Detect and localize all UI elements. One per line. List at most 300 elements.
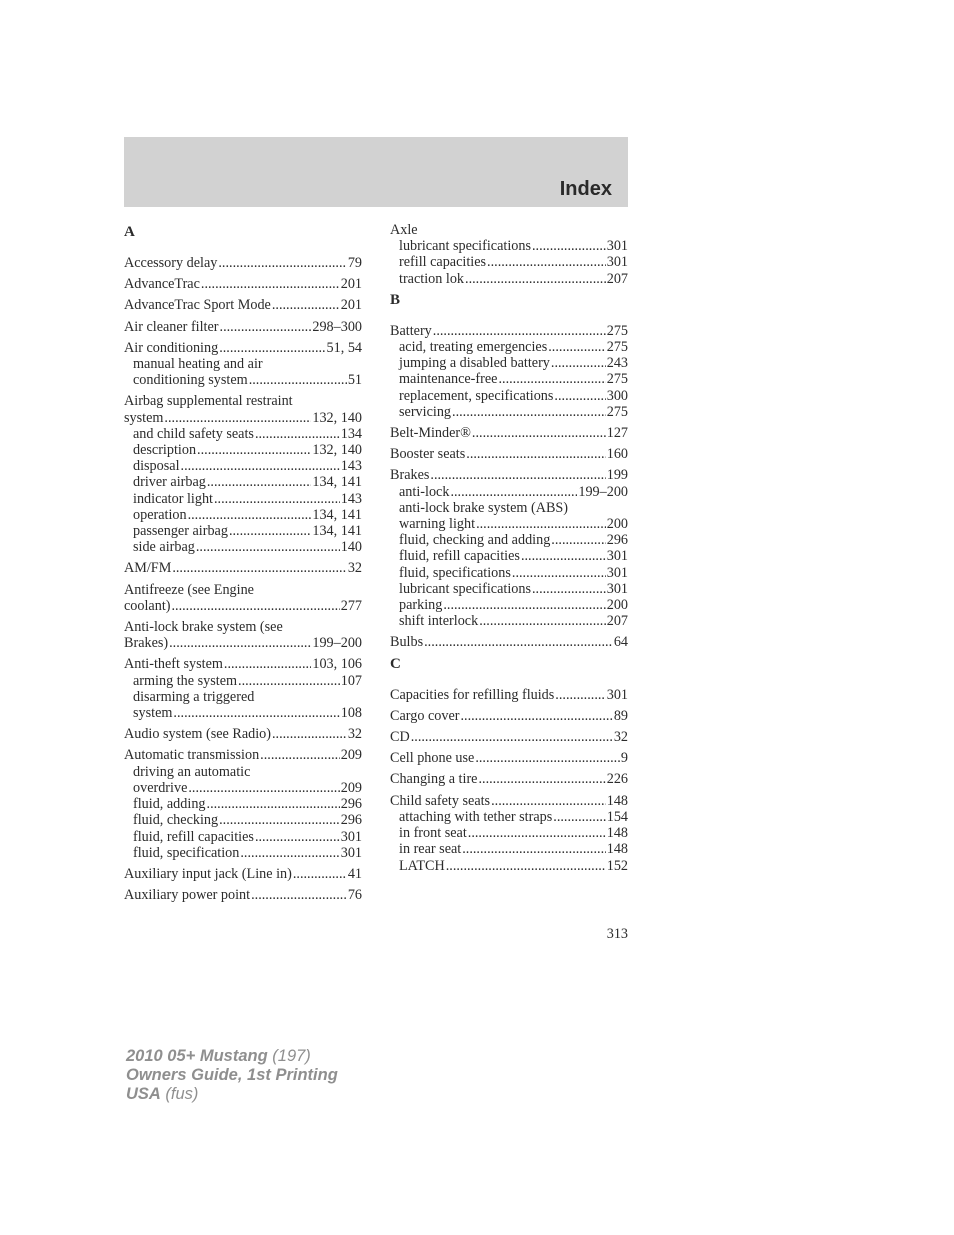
index-term [124, 560, 362, 576]
index-term-text: jumping a disabled battery [399, 355, 550, 372]
dot-leader [196, 539, 340, 555]
index-entry [124, 866, 362, 882]
page-number: 313 [606, 926, 628, 942]
index-term-text: CD [390, 729, 410, 746]
page-reference: 143 [340, 490, 362, 507]
index-subentry [390, 371, 628, 387]
dot-leader [553, 809, 605, 825]
dot-leader [466, 446, 605, 462]
index-term-text: Air cleaner filter [124, 318, 219, 335]
dot-leader [450, 484, 577, 500]
page-reference: 148 [606, 792, 628, 809]
page-reference: 132, 140 [312, 409, 362, 426]
dot-leader [293, 866, 347, 882]
index-term [124, 598, 362, 614]
page-reference: 201 [340, 276, 362, 293]
index-term-text: driving an automatic [133, 763, 251, 780]
page-reference: 296 [340, 812, 362, 829]
index-term-text: fluid, specifications [399, 564, 511, 581]
index-term-text: disarming a triggered [133, 688, 255, 705]
index-term-text: acid, treating emergencies [399, 339, 548, 356]
page-reference: 107 [340, 672, 362, 689]
footer-line-2 [126, 1066, 338, 1085]
dot-leader [476, 516, 606, 532]
dot-leader [207, 474, 311, 490]
page-reference: 275 [606, 339, 628, 356]
index-term-text: in front seat [399, 825, 467, 842]
index-term [390, 750, 628, 766]
index-term-text: traction lok [399, 270, 465, 287]
index-term [390, 446, 628, 462]
index-entry [124, 276, 362, 292]
dot-leader [272, 726, 347, 742]
index-subentry [390, 271, 628, 287]
index-term-text: fluid, checking and adding [399, 532, 551, 549]
index-subentry [390, 565, 628, 581]
page-reference: 160 [606, 446, 628, 463]
page-reference: 200 [606, 516, 628, 533]
dot-leader [479, 613, 606, 629]
dot-leader [548, 339, 605, 355]
index-term-text: Accessory delay [124, 255, 218, 271]
page-reference: 134, 141 [312, 474, 362, 491]
index-entry [124, 747, 362, 860]
index-term-text: Battery [390, 322, 432, 339]
index-subentry [124, 458, 362, 474]
page-reference: 301 [340, 844, 362, 861]
index-term-text: Audio system (see Radio) [124, 726, 271, 743]
index-subentry [124, 539, 362, 555]
dot-leader [251, 887, 347, 903]
index-term [390, 425, 628, 441]
index-entry [124, 255, 362, 271]
dot-leader [468, 825, 606, 841]
page-reference: 199 [606, 467, 628, 484]
index-subentry [390, 613, 628, 629]
dot-leader [240, 845, 339, 861]
index-term [124, 297, 362, 313]
page-reference: 243 [606, 355, 628, 372]
index-subentry [124, 764, 362, 780]
dot-leader [551, 532, 605, 548]
page-reference: 108 [340, 705, 362, 722]
index-subentry [124, 426, 362, 442]
index-term-text: fluid, specification [133, 844, 240, 861]
footer-line-1 [126, 1047, 338, 1066]
dot-leader [551, 355, 606, 371]
index-term-text: Air conditioning [124, 339, 219, 356]
footer-guide: Owners Guide, 1st Printing [126, 1066, 338, 1084]
index-term-text: Brakes [390, 467, 430, 484]
dot-leader [472, 425, 606, 441]
page-reference: 154 [606, 808, 628, 825]
dot-leader [498, 371, 605, 387]
index-term-text: Changing a tire [390, 771, 478, 788]
dot-leader [255, 829, 340, 845]
index-subentry [390, 825, 628, 841]
index-term [124, 866, 362, 882]
page-reference: 127 [606, 425, 628, 442]
index-term [124, 656, 362, 672]
index-subentry [124, 829, 362, 845]
page-reference: 41 [347, 865, 362, 882]
page-reference: 103, 106 [312, 656, 362, 673]
index-term-text: side airbag [133, 539, 195, 556]
index-subentry [124, 474, 362, 490]
index-term-text: in rear seat [399, 841, 462, 858]
index-subentry [124, 845, 362, 861]
dot-leader [238, 673, 340, 689]
index-entry [390, 467, 628, 629]
index-term [390, 323, 628, 339]
index-term [124, 410, 362, 426]
page-reference: 32 [613, 729, 628, 746]
index-subentry [124, 507, 362, 523]
index-term-text: Cargo cover [390, 707, 460, 724]
index-term-text: AdvanceTrac [124, 276, 200, 293]
page-reference: 134, 141 [312, 506, 362, 523]
index-column-left [124, 222, 362, 908]
index-subentry [390, 404, 628, 420]
page-reference: 226 [606, 771, 628, 788]
page-reference: 200 [606, 597, 628, 614]
page-reference: 301 [606, 564, 628, 581]
index-entry [390, 446, 628, 462]
index-subentry [124, 491, 362, 507]
index-term-text: fluid, adding [133, 796, 206, 813]
page-reference: 134 [340, 425, 362, 442]
index-term [390, 687, 628, 703]
index-term-text: replacement, specifications [399, 387, 554, 404]
index-term-text: maintenance-free [399, 371, 498, 388]
page-reference: 140 [340, 539, 362, 556]
dot-leader [255, 426, 340, 442]
index-subentry [124, 442, 362, 458]
footer [126, 1047, 338, 1104]
dot-leader [446, 858, 606, 874]
page-reference: 301 [606, 238, 628, 255]
index-term-text: arming the system [133, 672, 238, 689]
dot-leader [219, 340, 325, 356]
index-term-text: overdrive [133, 779, 188, 796]
index-entry [390, 771, 628, 787]
dot-leader [181, 458, 340, 474]
index-subentry [124, 523, 362, 539]
header-band [124, 137, 628, 207]
index-term-text: anti-lock brake system (ABS) [399, 499, 569, 516]
dot-leader [171, 598, 339, 614]
index-entry [390, 222, 628, 287]
index-term-text: servicing [399, 403, 452, 420]
index-subentry [390, 581, 628, 597]
index-entry [124, 319, 362, 335]
page-reference: 51 [347, 372, 362, 389]
index-entry [124, 560, 362, 576]
dot-leader [169, 635, 311, 651]
index-subentry [124, 356, 362, 372]
index-term-text: anti-lock [399, 483, 450, 500]
page-reference: 79 [347, 255, 362, 271]
dot-leader [478, 771, 605, 787]
page-reference: 209 [340, 747, 362, 764]
index-subentry [390, 388, 628, 404]
page-reference: 301 [606, 580, 628, 597]
page-reference: 51, 54 [326, 339, 362, 356]
index-term [124, 340, 362, 356]
index-term-text: Capacities for refilling fluids [390, 686, 555, 703]
dot-leader [224, 656, 311, 672]
page-reference: 32 [347, 726, 362, 743]
page-reference: 298–300 [312, 318, 362, 335]
index-subentry [124, 705, 362, 721]
index-subentry [124, 812, 362, 828]
dot-leader [249, 372, 347, 388]
index-term-text: LATCH [399, 857, 445, 874]
dot-leader [207, 796, 340, 812]
index-subentry [390, 809, 628, 825]
page-reference: 152 [606, 857, 628, 874]
page-reference: 76 [347, 887, 362, 904]
dot-leader [443, 597, 605, 613]
page-reference: 207 [606, 270, 628, 287]
index-term [390, 222, 628, 238]
dot-leader [272, 297, 340, 313]
index-term-text: warning light [399, 516, 476, 533]
page-reference: 199–200 [578, 483, 628, 500]
index-term [124, 319, 362, 335]
dot-leader [491, 793, 606, 809]
page-reference: 301 [606, 548, 628, 565]
section-letter: B [390, 291, 401, 308]
index-subentry [390, 597, 628, 613]
dot-leader [462, 841, 605, 857]
dot-leader [260, 747, 340, 763]
index-term-text: Booster seats [390, 446, 466, 463]
index-entry [124, 340, 362, 389]
page-reference: 300 [606, 387, 628, 404]
index-term-text: system [133, 705, 173, 722]
index-term-text: attaching with tether straps [399, 808, 553, 825]
index-term-text: operation [133, 506, 187, 523]
index-entry [390, 634, 628, 650]
index-term [124, 393, 362, 409]
footer-market-code: (fus) [160, 1085, 199, 1103]
index-entry [124, 726, 362, 742]
dot-leader [201, 276, 340, 292]
index-entry [390, 708, 628, 724]
page-reference: 301 [606, 686, 628, 703]
page-reference: 209 [340, 779, 362, 796]
index-term [124, 276, 362, 292]
index-term [390, 771, 628, 787]
index-subentry [390, 254, 628, 270]
index-term [124, 747, 362, 763]
index-entry [390, 425, 628, 441]
dot-leader [532, 581, 606, 597]
page-reference: 296 [340, 796, 362, 813]
dot-leader [430, 467, 605, 483]
index-entry [390, 729, 628, 745]
dot-leader [475, 750, 620, 766]
index-term-text: lubricant specifications [399, 238, 531, 255]
dot-leader [188, 507, 312, 523]
section-letter: C [390, 655, 401, 672]
index-term-text: driver airbag [133, 474, 206, 491]
dot-leader [214, 491, 340, 507]
index-entry [124, 582, 362, 614]
section-letter: A [124, 224, 135, 240]
page-reference: 148 [606, 825, 628, 842]
index-entry [390, 687, 628, 703]
index-entry [124, 297, 362, 313]
page-reference: 89 [613, 707, 628, 724]
page-reference: 296 [606, 532, 628, 549]
index-entry [390, 793, 628, 874]
page-reference: 134, 141 [312, 523, 362, 540]
index-subentry [124, 372, 362, 388]
dot-leader [164, 410, 311, 426]
index-subentry [390, 238, 628, 254]
index-term-text: lubricant specifications [399, 580, 531, 597]
index-term-text: manual heating and air [133, 356, 263, 373]
footer-market: USA [126, 1085, 161, 1103]
index-term [124, 619, 362, 635]
dot-leader [521, 548, 606, 564]
page-reference: 275 [606, 403, 628, 420]
index-term-text: AdvanceTrac Sport Mode [124, 297, 271, 314]
index-subentry [390, 841, 628, 857]
index-term [124, 582, 362, 598]
index-term [390, 708, 628, 724]
index-subentry [390, 858, 628, 874]
index-term-text: Bulbs [390, 634, 424, 651]
index-term-text: coolant) [124, 597, 171, 614]
dot-leader [411, 729, 613, 745]
index-term-text: Brakes) [124, 635, 169, 652]
dot-leader [218, 255, 346, 271]
page-title: Index [559, 178, 612, 200]
index-term-text: disposal [133, 458, 180, 475]
page-reference: 64 [613, 634, 628, 651]
index-term-text: Automatic transmission [124, 747, 260, 764]
index-term-text: fluid, checking [133, 812, 219, 829]
dot-leader [173, 705, 339, 721]
index-subentry [124, 673, 362, 689]
dot-leader [219, 812, 340, 828]
index-term-text: Auxiliary power point [124, 887, 251, 904]
footer-model: 2010 05+ Mustang [126, 1047, 268, 1065]
index-entry [124, 393, 362, 555]
index-term-text: conditioning system [133, 372, 248, 389]
index-term-text: shift interlock [399, 613, 479, 630]
page-reference: 143 [340, 458, 362, 475]
dot-leader [512, 565, 606, 581]
index-subentry [124, 796, 362, 812]
index-term-text: Cell phone use [390, 750, 475, 767]
index-term-text: and child safety seats [133, 425, 254, 442]
index-entry [124, 619, 362, 651]
index-term-text: description [133, 442, 197, 459]
index-term [390, 729, 628, 745]
index-term-text: AM/FM [124, 560, 172, 577]
index-subentry [390, 339, 628, 355]
index-term [390, 467, 628, 483]
index-term-text: Belt-Minder® [390, 425, 471, 442]
page-reference: 132, 140 [312, 442, 362, 459]
index-entry [124, 656, 362, 721]
index-term-text: Auxiliary input jack (Line in) [124, 865, 292, 882]
index-column-right [390, 222, 628, 879]
dot-leader [220, 319, 312, 335]
page-reference: 277 [340, 597, 362, 614]
index-term-text: passenger airbag [133, 523, 228, 540]
index-subentry [390, 484, 628, 500]
page-reference: 275 [606, 371, 628, 388]
dot-leader [554, 388, 605, 404]
page-reference: 207 [606, 613, 628, 630]
page-reference: 199–200 [312, 635, 362, 652]
index-term-text: Anti-theft system [124, 656, 223, 673]
dot-leader [197, 442, 311, 458]
dot-leader [460, 708, 612, 724]
index-subentry [390, 516, 628, 532]
index-term-text: Anti-lock brake system (see [124, 619, 283, 636]
index-term [390, 634, 628, 650]
page-reference: 301 [340, 828, 362, 845]
dot-leader [188, 780, 339, 796]
index-entry [390, 323, 628, 420]
dot-leader [433, 323, 606, 339]
index-subentry [390, 548, 628, 564]
index-term [124, 255, 362, 271]
page-reference: 201 [340, 297, 362, 314]
page-reference: 32 [347, 560, 362, 577]
index-entry [124, 887, 362, 903]
index-term-text: Axle [390, 222, 418, 238]
dot-leader [555, 687, 605, 703]
index-term-text: refill capacities [399, 254, 487, 271]
index-term-text: Child safety seats [390, 792, 491, 809]
index-term [390, 793, 628, 809]
footer-model-code: (197) [267, 1047, 311, 1065]
dot-leader [487, 254, 606, 270]
dot-leader [424, 634, 613, 650]
page-reference: 9 [620, 750, 628, 767]
index-subentry [390, 500, 628, 516]
index-term [124, 887, 362, 903]
index-term-text: parking [399, 597, 443, 614]
index-term-text: indicator light [133, 490, 213, 507]
page-reference: 301 [606, 254, 628, 271]
index-subentry [124, 780, 362, 796]
index-term-text: fluid, refill capacities [399, 548, 520, 565]
dot-leader [532, 238, 606, 254]
index-subentry [390, 355, 628, 371]
index-subentry [124, 689, 362, 705]
index-term-text: Airbag supplemental restraint [124, 393, 293, 410]
footer-line-3 [126, 1085, 338, 1104]
dot-leader [465, 271, 606, 287]
page-reference: 275 [606, 322, 628, 339]
index-term [124, 726, 362, 742]
dot-leader [229, 523, 311, 539]
index-subentry [390, 532, 628, 548]
index-term-text: Antifreeze (see Engine [124, 581, 254, 598]
page-reference: 148 [606, 841, 628, 858]
index-entry [390, 750, 628, 766]
dot-leader [172, 560, 347, 576]
index-term [124, 635, 362, 651]
